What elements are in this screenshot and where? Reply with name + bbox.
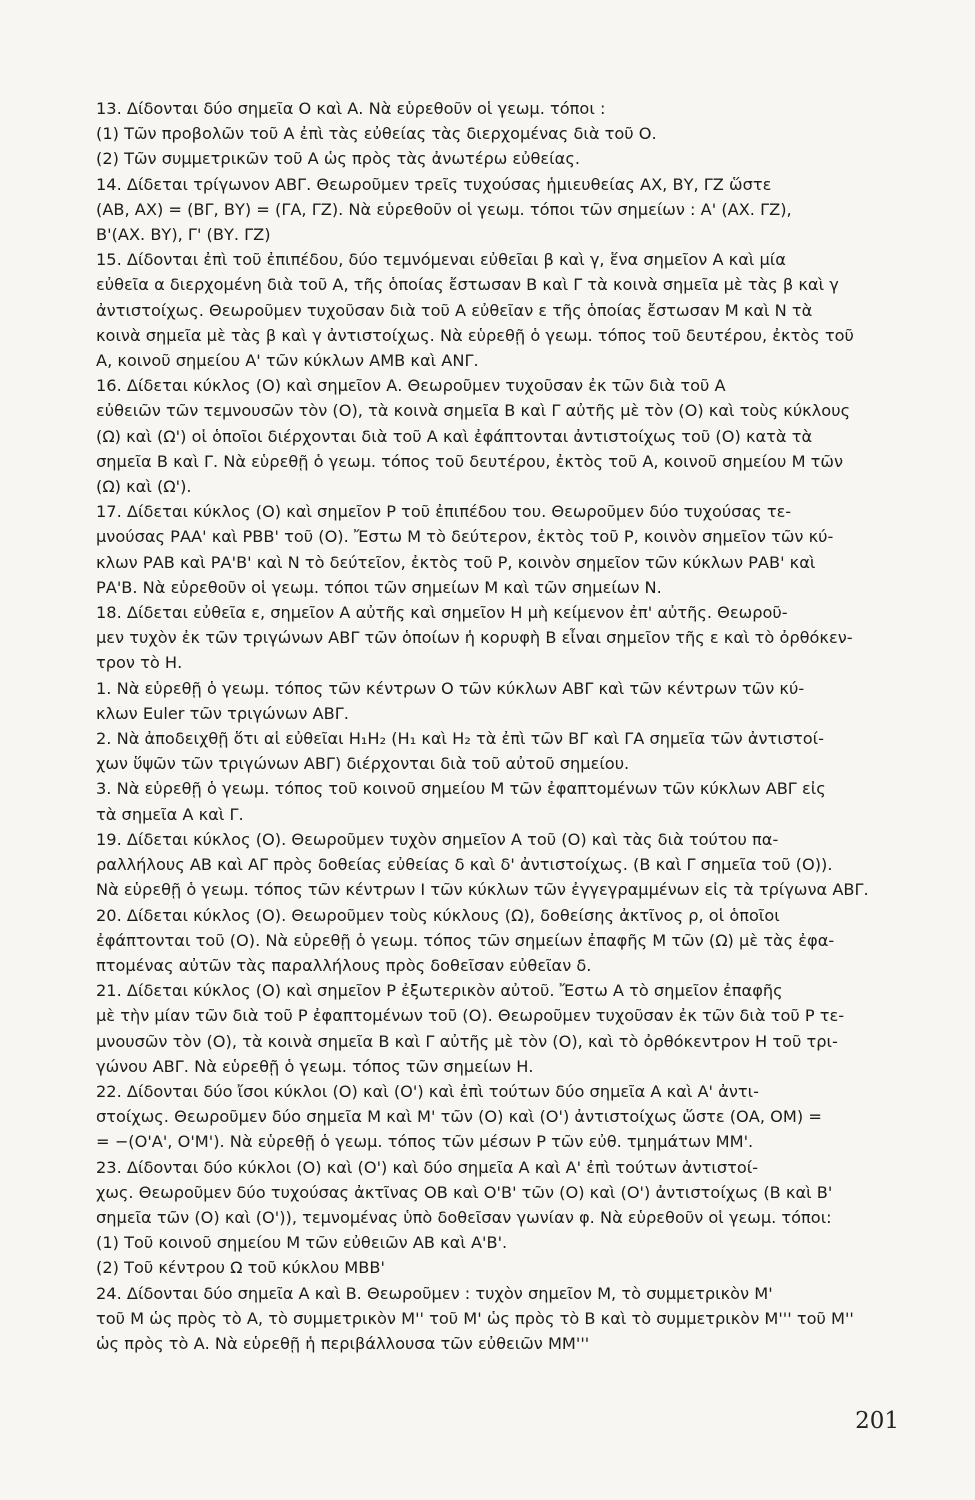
text-line: 3. Νὰ εὑρεθῇ ὁ γεωμ. τόπος τοῦ κοινοῦ σημείου Μ τῶν ἐφαπτομένων τῶν κύκλων ΑΒΓ εἰς [96, 779, 826, 799]
text-line: χως. Θεωροῦμεν δύο τυχούσας ἀκτῖνας ΟΒ καὶ Ο'Β' τῶν (Ο) καὶ (Ο') ἀντιστοίχως (Β καὶ Β' [96, 1182, 833, 1202]
text-line: ὡς πρὸς τὸ Α. Νὰ εὑρεθῇ ἡ περιβάλλουσα τῶν εὐθειῶν ΜΜ''' [96, 1333, 590, 1353]
text-line: ραλλήλους ΑΒ καὶ ΑΓ πρὸς δοθείας εὐθείας δ καὶ δ' ἀντιστοίχως. (Β καὶ Γ σημεῖα τοῦ (Ο)). [96, 855, 833, 875]
page-body [96, 96, 908, 1356]
text-line: 1. Νὰ εὑρεθῇ ὁ γεωμ. τόπος τῶν κέντρων Ο τῶν κύκλων ΑΒΓ καὶ τῶν κέντρων τῶν κύ- [96, 678, 805, 698]
text-line: (Ω) καὶ (Ω') οἱ ὁποῖοι διέρχονται διὰ τοῦ Α καὶ ἐφάπτονται ἀντιστοίχως τοῦ (Ο) κατὰ τὰ [96, 426, 813, 446]
text-line: 21. Δίδεται κύκλος (Ο) καὶ σημεῖον Ρ ἐξωτερικὸν αὐτοῦ. Ἔστω Α τὸ σημεῖον ἐπαφῆς [96, 981, 783, 1001]
text-line: 23. Δίδονται δύο κύκλοι (Ο) καὶ (Ο') καὶ δύο σημεῖα Α καὶ Α' ἐπὶ τούτων ἀντιστοί- [96, 1157, 759, 1177]
text-line: στοίχως. Θεωροῦμεν δύο σημεῖα Μ καὶ Μ' τῶν (Ο) καὶ (Ο') ἀντιστοίχως ὥστε (ΟΑ, ΟΜ) = [96, 1107, 822, 1127]
text-line: μεν τυχὸν ἐκ τῶν τριγώνων ΑΒΓ τῶν ὁποίων ἡ κορυφὴ Β εἶναι σημεῖον τῆς ε καὶ τὸ ὀρθόκεν- [96, 628, 853, 648]
text-line: μνουσῶν τὸν (Ο), τὰ κοινὰ σημεῖα Β καὶ Γ αὐτῆς μὲ τὸν (Ο), καὶ τὸ ὀρθόκεντρον Η τοῦ τρι- [96, 1031, 838, 1051]
text-line: Α, κοινοῦ σημείου Α' τῶν κύκλων ΑΜΒ καὶ ΑΝΓ. [96, 351, 479, 371]
text-line: 19. Δίδεται κύκλος (Ο). Θεωροῦμεν τυχὸν σημεῖον Α τοῦ (Ο) καὶ τὰς διὰ τούτου πα- [96, 829, 779, 849]
text-line: μὲ τὴν μίαν τῶν διὰ τοῦ Ρ ἐφαπτομένων τοῦ (Ο). Θεωροῦμεν τυχοῦσαν ἐκ τῶν διὰ τοῦ Ρ τε- [96, 1006, 845, 1026]
text-line: εὐθειῶν τῶν τεμνουσῶν τὸν (Ο), τὰ κοινὰ σημεῖα Β καὶ Γ αὐτῆς μὲ τὸν (Ο) καὶ τοὺς κύκλους [96, 401, 851, 421]
text-line: 17. Δίδεται κύκλος (Ο) καὶ σημεῖον Ρ τοῦ ἐπιπέδου του. Θεωροῦμεν δύο τυχούσας τε- [96, 502, 792, 522]
text-line: πτομένας αὐτῶν τὰς παραλλήλους πρὸς δοθεῖσαν εὐθεῖαν δ. [96, 955, 592, 975]
text-line: Β'(ΑΧ. ΒΥ), Γ' (ΒΥ. ΓΖ) [96, 225, 271, 245]
text-line: 24. Δίδονται δύο σημεῖα Α καὶ Β. Θεωροῦμεν : τυχὸν σημεῖον Μ, τὸ συμμετρικὸν Μ' [96, 1283, 773, 1303]
text-line: 2. Νὰ ἀποδειχθῇ ὅτι αἱ εὐθεῖαι Η₁Η₂ (Η₁ καὶ Η₂ τὰ ἐπὶ τῶν ΒΓ καὶ ΓΑ σημεῖα τῶν ἀντιστοί- [96, 729, 824, 749]
text-line: τοῦ Μ ὡς πρὸς τὸ Α, τὸ συμμετρικὸν Μ'' τοῦ Μ' ὡς πρὸς τὸ Β καὶ τὸ συμμετρικὸν Μ''' τοῦ Μ'' [96, 1308, 854, 1328]
text-line: 14. Δίδεται τρίγωνον ΑΒΓ. Θεωροῦμεν τρεῖς τυχούσας ἡμιευθείας ΑΧ, ΒΥ, ΓΖ ὥστε [96, 174, 772, 194]
text-line: (1) Τῶν προβολῶν τοῦ Α ἐπὶ τὰς εὐθείας τὰς διερχομένας διὰ τοῦ Ο. [96, 124, 657, 144]
text-line: κλων Euler τῶν τριγώνων ΑΒΓ. [96, 703, 349, 723]
text-line: κοινὰ σημεῖα μὲ τὰς β καὶ γ ἀντιστοίχως. Νὰ εὑρεθῇ ὁ γεωμ. τόπος τοῦ δευτέρου, ἐκτὸς τοῦ [96, 325, 854, 345]
text-line: 20. Δίδεται κύκλος (Ο). Θεωροῦμεν τοὺς κύκλους (Ω), δοθείσης ἀκτῖνος ρ, οἱ ὁποῖοι [96, 905, 780, 925]
text-line: 18. Δίδεται εὐθεῖα ε, σημεῖον Α αὐτῆς καὶ σημεῖον Η μὴ κείμενον ἐπ' αὐτῆς. Θεωροῦ- [96, 603, 788, 623]
text-line: = −(Ο'Α', Ο'Μ'). Νὰ εὑρεθῇ ὁ γεωμ. τόπος τῶν μέσων Ρ τῶν εὐθ. τμημάτων ΜΜ'. [96, 1132, 754, 1152]
text-line: μνούσας ΡΑΑ' καὶ ΡΒΒ' τοῦ (Ο). Ἔστω Μ τὸ δεύτερον, ἐκτὸς τοῦ Ρ, κοινὸν σημεῖον τῶν κύ- [96, 527, 834, 547]
text-line: Νὰ εὑρεθῇ ὁ γεωμ. τόπος τῶν κέντρων Ι τῶν κύκλων τῶν ἐγγεγραμμένων εἰς τὰ τρίγωνα ΑΒΓ. [96, 880, 869, 900]
text-line: σημεῖα τῶν (Ο) καὶ (Ο')), τεμνομένας ὑπὸ δοθεῖσαν γωνίαν φ. Νὰ εὑρεθοῦν οἱ γεωμ. τόποι: [96, 1207, 832, 1227]
text-line: ΡΑ'Β. Νὰ εὑρεθοῦν οἱ γεωμ. τόποι τῶν σημείων Μ καὶ τῶν σημείων Ν. [96, 577, 662, 597]
text-line: (2) Τῶν συμμετρικῶν τοῦ Α ὡς πρὸς τὰς ἀνωτέρω εὐθείας. [96, 149, 580, 169]
text-line: τρον τὸ Η. [96, 653, 183, 673]
text-line: 15. Δίδονται ἐπὶ τοῦ ἐπιπέδου, δύο τεμνόμεναι εὐθεῖαι β καὶ γ, ἕνα σημεῖον Α καὶ μία [96, 250, 786, 270]
page-number: 201 [855, 1408, 899, 1434]
text-line: 16. Δίδεται κύκλος (Ο) καὶ σημεῖον Α. Θεωροῦμεν τυχοῦσαν ἐκ τῶν διὰ τοῦ Α [96, 376, 726, 396]
text-line: εὐθεῖα α διερχομένη διὰ τοῦ Α, τῆς ὁποίας ἔστωσαν Β καὶ Γ τὰ κοινὰ σημεῖα μὲ τὰς β καὶ γ [96, 275, 839, 295]
text-line: 13. Δίδονται δύο σημεῖα Ο καὶ Α. Νὰ εὑρεθοῦν οἱ γεωμ. τόποι : [96, 99, 606, 118]
text-line: χων ὕψῶν τῶν τριγώνων ΑΒΓ) διέρχονται διὰ τοῦ αὐτοῦ σημείου. [96, 754, 630, 774]
text-line: (ΑΒ, ΑΧ) = (ΒΓ, ΒΥ) = (ΓΑ, ΓΖ). Νὰ εὑρεθοῦν οἱ γεωμ. τόποι τῶν σημείων : Α' (ΑΧ. ΓΖ), [96, 199, 792, 219]
text-line: τὰ σημεῖα Α καὶ Γ. [96, 804, 244, 824]
text-line: 22. Δίδονται δύο ἴσοι κύκλοι (Ο) καὶ (Ο') καὶ ἐπὶ τούτων δύο σημεῖα Α καὶ Α' ἀντι- [96, 1081, 759, 1101]
text-line: γώνου ΑΒΓ. Νὰ εὑρεθῇ ὁ γεωμ. τόπος τῶν σημείων Η. [96, 1056, 534, 1076]
text-line: (Ω) καὶ (Ω'). [96, 477, 192, 497]
text-line: (2) Τοῦ κέντρου Ω τοῦ κύκλου ΜΒΒ' [96, 1258, 385, 1278]
text-line: κλων ΡΑΒ καὶ ΡΑ'Β' καὶ Ν τὸ δεύτεῖον, ἐκτὸς τοῦ Ρ, κοινὸν σημεῖον τῶν κύκλων ΡΑΒ' καὶ [96, 552, 816, 572]
text-line: ἐφάπτονται τοῦ (Ο). Νὰ εὑρεθῇ ὁ γεωμ. τόπος τῶν σημείων ἐπαφῆς Μ τῶν (Ω) μὲ τὰς ἐφα- [96, 930, 835, 950]
text-line: σημεῖα Β καὶ Γ. Νὰ εὑρεθῇ ὁ γεωμ. τόπος τοῦ δευτέρου, ἐκτὸς τοῦ Α, κοινοῦ σημείου Μ τῶν [96, 451, 844, 471]
text-line: (1) Τοῦ κοινοῦ σημείου Μ τῶν εὐθειῶν ΑΒ καὶ Α'Β'. [96, 1233, 508, 1253]
text-line: ἀντιστοίχως. Θεωροῦμεν τυχοῦσαν διὰ τοῦ Α εὐθεῖαν ε τῆς ὁποίας ἔστωσαν Μ καὶ Ν τὰ [96, 300, 813, 320]
